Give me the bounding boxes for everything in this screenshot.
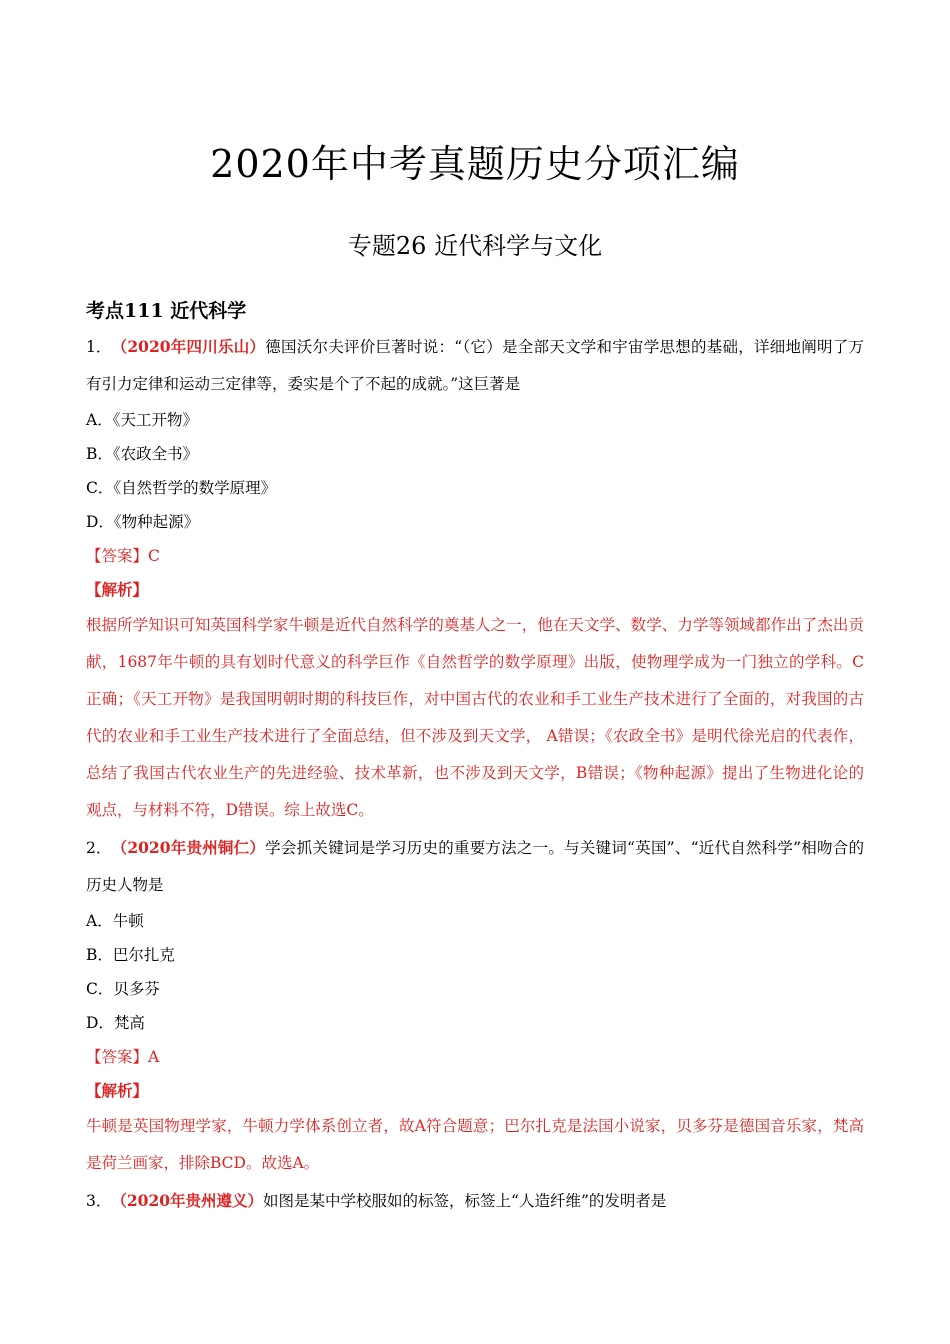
- question-number: 3．: [86, 1192, 112, 1210]
- question-number: 2．: [86, 839, 112, 857]
- question-2-stem: [86, 829, 864, 904]
- question-number: 1．: [86, 338, 112, 356]
- document-content: [86, 294, 864, 1220]
- question-text: 德国沃尔夫评价巨著时说：“（它）是全部天文学和宇宙学思想的基础，详细地阐明了万有引力定律和运动三定律等，委实是个了不起的成就。”这巨著是: [86, 338, 864, 393]
- question-source: （2020年四川乐山）: [111, 337, 266, 356]
- analysis-text: 根据所学知识可知英国科学家牛顿是近代自然科学的奠基人之一，他在天文学、数学、力学等领域都作出了杰出贡献，1687年牛顿的具有划时代意义的科学巨作《自然哲学的数学原理》出版，使物理学成为一门独立的学科。C正确；《天工开物》是我国明朝时期的科技巨作，对中国古代的农业和手工业生产技术进行了全面的，对我国的古代的农业和手工业生产技术进行了全面总结，但不涉及到天文学， A错误；《农政全书》是明代徐光启的代表作，总结了我国古代农业生产的先进经验、技术革新，也不涉及到天文学，B错误；《物种起源》提出了生物进化论的观点，与材料不符，D错误。综上故选C。: [86, 616, 864, 819]
- page-title: 2020年中考真题历史分项汇编: [210, 142, 740, 186]
- option-c: C．贝多芬: [86, 980, 160, 998]
- analysis-label: 【解析】: [86, 1081, 149, 1100]
- question-text: 学会抓关键词是学习历史的重要方法之一。与关键词“英国”、“近代自然科学”相吻合的历史人物是: [86, 839, 865, 894]
- question-1-stem: [86, 328, 864, 403]
- option-d: D．《物种起源》: [86, 513, 200, 531]
- option-c: C．《自然哲学的数学原理》: [86, 479, 277, 497]
- question-3-stem: [86, 1182, 864, 1220]
- option-a: A．牛顿: [86, 912, 144, 930]
- option-d: D．梵高: [86, 1014, 145, 1032]
- question-text: 如图是某中学校服如的标签，标签上“人造纤维”的发明者是: [263, 1192, 667, 1210]
- question-source: （2020年贵州遵义）: [111, 1191, 264, 1210]
- topic-subtitle: 专题26 近代科学与文化: [347, 232, 603, 260]
- answer-line: 【答案】A: [86, 1048, 160, 1066]
- analysis-label: 【解析】: [86, 580, 149, 599]
- question-source: （2020年贵州铜仁）: [111, 838, 266, 857]
- answer-line: 【答案】C: [86, 547, 160, 565]
- option-b: B．《农政全书》: [86, 445, 199, 463]
- analysis-text: 牛顿是英国物理学家，牛顿力学体系创立者，故A符合题意；巴尔扎克是法国小说家，贝多芬是德国音乐家，梵高是荷兰画家，排除BCD。故选A。: [86, 1117, 864, 1172]
- option-a: A．《天工开物》: [86, 411, 198, 429]
- option-b: B．巴尔扎克: [86, 946, 175, 964]
- section-heading: 考点111 近代科学: [86, 300, 247, 322]
